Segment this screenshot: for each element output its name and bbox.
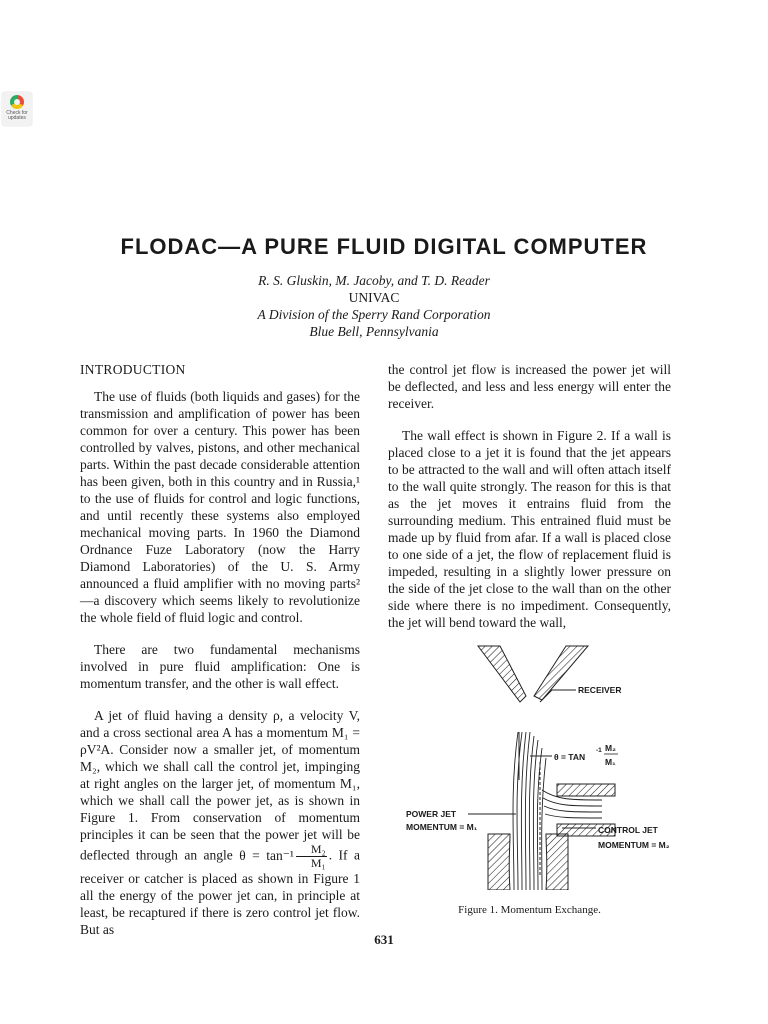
label-power-jet-line2: MOMENTUM = M₁ <box>406 822 478 832</box>
power-jet-streamlines <box>513 732 546 890</box>
label-theta-numerator: M₂ <box>605 743 616 753</box>
crossmark-icon <box>10 95 24 109</box>
figure-1-caption: Figure 1. Momentum Exchange. <box>458 904 601 916</box>
author-location: Blue Bell, Pennsylvania <box>309 324 439 339</box>
paper-title: FLODAC—A PURE FLUID DIGITAL COMPUTER <box>120 234 648 259</box>
control-nozzle-top <box>557 784 615 796</box>
author-organization: UNIVAC <box>348 290 400 305</box>
paragraph-intro-1: The use of fluids (both liquids and gases) for the transmission and amplification of power has been common for over a century. This power has been controlled by valves, pistons, and other mechanical parts. Within the past decade considerable attention has been given, both in this country and in Russia,¹ to the use of fluids for control and logic functions, and until recently these systems also employed mechanical moving parts. In 1960 the Diamond Ordnance Fuze Laboratory (now the Harry Diamond Laboratories) of the U. S. Army announced a fluid amplifier with no moving parts²—a discovery which seems likely to revolutionize the whole field of fluid logic and control. <box>80 389 360 625</box>
label-theta-superscript: -1 <box>596 747 602 754</box>
label-theta-denominator: M₁ <box>605 757 616 767</box>
label-theta-equation: θ = TAN <box>554 752 586 762</box>
power-nozzle-left <box>488 834 510 890</box>
paragraph-intro-3 <box>80 707 360 938</box>
figure-1-drawing <box>392 640 672 890</box>
badge-line-2: updates <box>8 115 26 121</box>
section-heading-introduction: INTRODUCTION <box>80 362 186 377</box>
equation-denominator: M₁ <box>310 856 326 870</box>
deflection-equation <box>239 842 329 870</box>
author-block <box>0 272 748 340</box>
paragraph-intro-2: There are two fundamental mechanisms involved in pure fluid amplification: One is momentum transfer, and the other is wall effect. <box>80 642 360 691</box>
paragraph-intro-3-after: . If a receiver or catcher is placed as shown in Figure 1 all the energy of the power jet can, in principle at least, be recaptured if there is zero control jet flow. But as <box>80 847 360 937</box>
equation-fraction <box>296 843 327 870</box>
equation-lhs: θ = tan⁻¹ <box>239 847 294 863</box>
label-power-jet-line1: POWER JET <box>406 809 457 819</box>
label-receiver: RECEIVER <box>578 685 622 695</box>
check-for-updates-badge[interactable] <box>2 92 32 126</box>
paragraph-intro-3-text: A jet of fluid having a density ρ, a velocity V, and a cross sectional area A has a momentum M₁ = ρV²A. Consider now a smaller jet, of momentum M₂, which we shall call the control jet, impinging at right angles on the larger jet, of momentum M₁, which we shall call the power jet, as is shown in Figure 1. From conservation of momentum principles it can be seen that the power jet will be deflected through an angle <box>80 708 360 863</box>
label-control-jet-line2: MOMENTUM = M₂ <box>598 840 670 850</box>
left-column <box>80 361 360 953</box>
paragraph-continued: the control jet flow is increased the power jet will be deflected, and less and less energy will enter the receiver. <box>388 362 671 411</box>
figure-1-momentum-exchange <box>392 640 672 890</box>
equation-numerator: M₂ <box>296 843 327 857</box>
page-number: 631 <box>374 932 394 947</box>
author-names: R. S. Gluskin, M. Jacoby, and T. D. Reader <box>258 273 490 288</box>
author-division: A Division of the Sperry Rand Corporation <box>257 307 491 322</box>
right-column <box>388 361 671 646</box>
badge-line-1: Check for <box>6 110 28 116</box>
power-nozzle-right <box>546 834 568 890</box>
paragraph-wall-effect: The wall effect is shown in Figure 2. If a wall is placed close to a jet it is found that the jet appears to be attracted to the wall and will often attach itself to the wall quite strongly. The reason for this is that as the jet moves it entrains fluid from the surrounding medium. This entrained fluid must be made up by fluid from afar. If a wall is placed close to one side of a jet, the flow of replacement fluid is impeded, resulting in a slightly lower pressure on the side of the jet close to the wall than on the other side where there is no impediment. Consequently, the jet will bend toward the wall, <box>388 428 671 630</box>
receiver-left-wedge <box>478 646 526 702</box>
label-control-jet-line1: CONTROL JET <box>598 825 658 835</box>
